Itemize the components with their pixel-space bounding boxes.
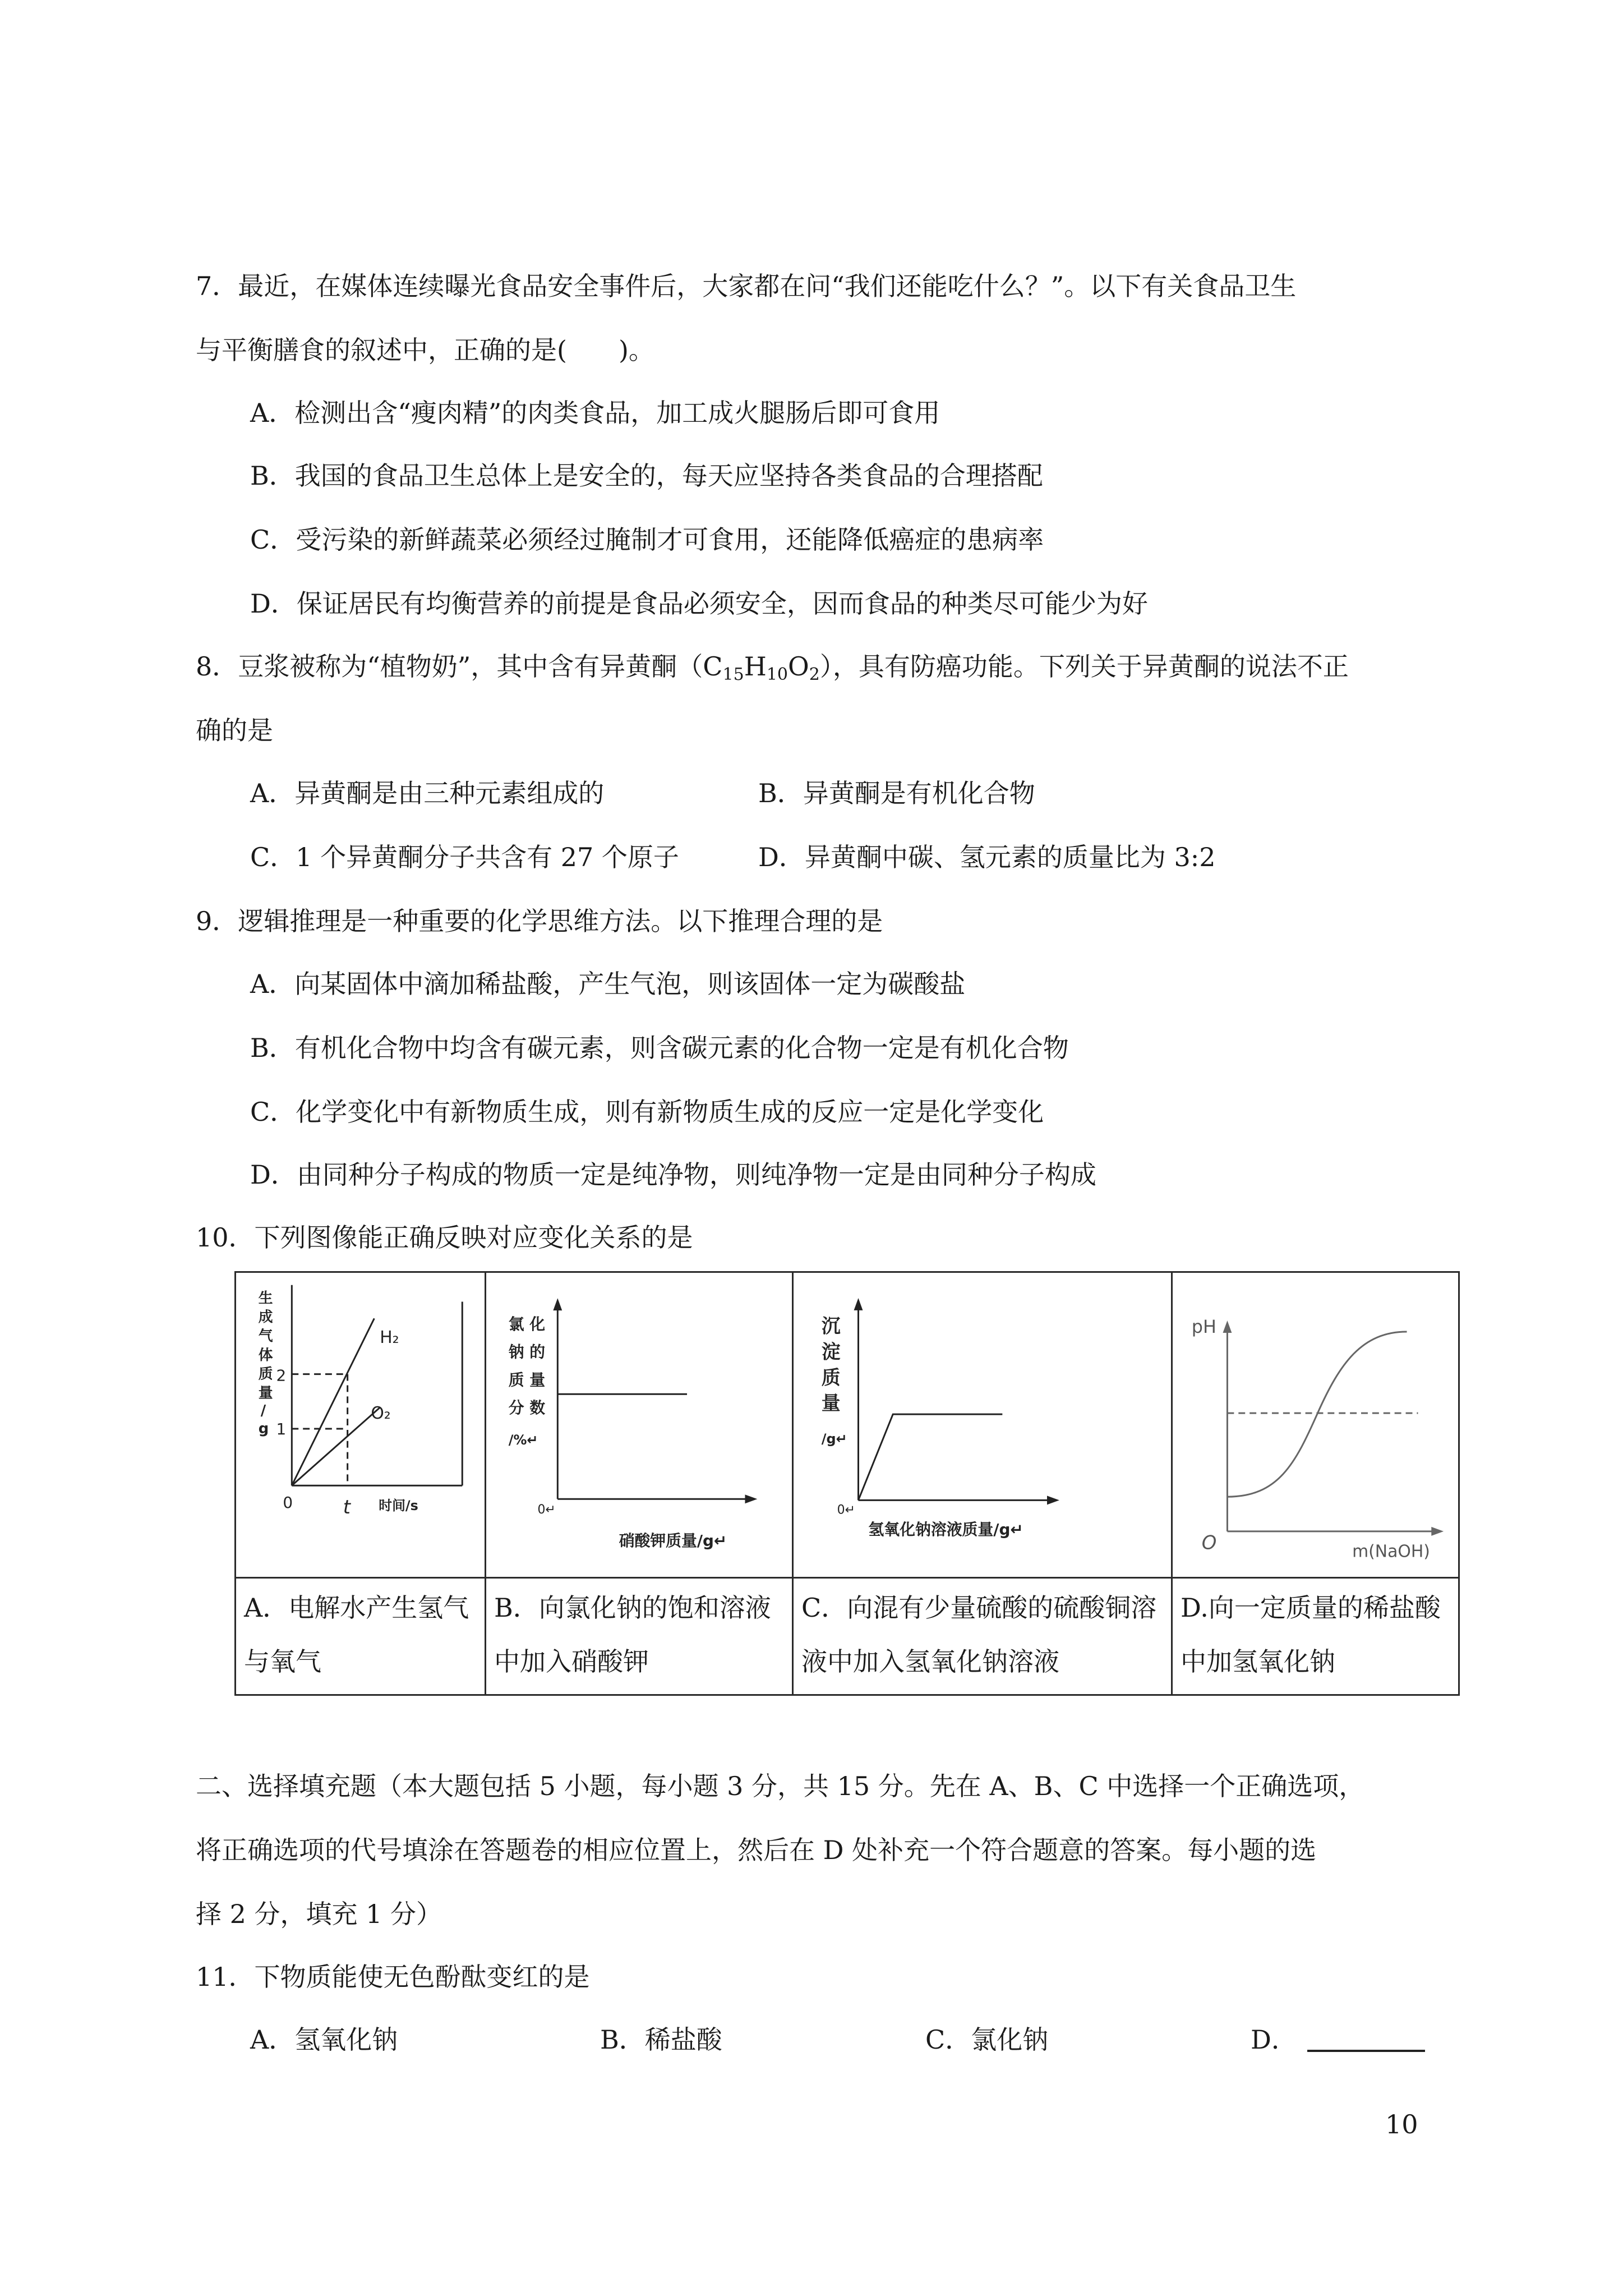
figure-a-ylabel-5: 质 [258, 1365, 273, 1383]
figure-a-tick-1: 1 [276, 1419, 287, 1438]
q7-stem-line1: 7．最近，在媒体连续曝光食品安全事件后，大家都在问“我们还能吃什么？”。以下有关食品卫生 [196, 271, 1297, 301]
figure-b-graph [486, 1273, 792, 1577]
q9-stem: 9．逻辑推理是一种重要的化学思维方法。以下推理合理的是 [196, 906, 883, 936]
figure-d-ph-curve [1227, 1332, 1407, 1497]
figure-a-ylabel-6: 量 [258, 1384, 273, 1402]
figure-a-cell [236, 1272, 486, 1578]
figure-c-graph [794, 1273, 1171, 1577]
figure-d-y-arrow [1223, 1320, 1232, 1333]
figure-d-x-arrow [1431, 1527, 1444, 1536]
figure-b-y-arrow [553, 1298, 562, 1310]
figure-c-caption: C．向混有少量硫酸的硫酸铜溶液中加入氢氧化钠溶液 [793, 1578, 1172, 1695]
figure-a-o2-label: O₂ [371, 1404, 391, 1424]
figure-c-origin: 0↵ [837, 1503, 855, 1517]
figure-b-x-arrow [745, 1494, 757, 1503]
q9-option-a: A．向某固体中滴加稀盐酸，产生气泡，则该固体一定为碳酸盐 [250, 969, 966, 999]
q11-option-b: B．稀盐酸 [600, 2024, 722, 2055]
figure-d-graph [1173, 1273, 1458, 1577]
q7-option-b: B．我国的食品卫生总体上是安全的，每天应坚持各类食品的合理搭配 [250, 461, 1043, 491]
figure-d-xlabel: m(NaOH) [1352, 1542, 1430, 1562]
figure-a-ylabel-7: / [260, 1402, 266, 1420]
figure-a-ylabel-4: 体 [258, 1346, 273, 1364]
q8-option-d: D．异黄酮中碳、氢元素的质量比为 3:2 [758, 842, 1216, 872]
figure-b-ylabel-2: 钠 的 [508, 1342, 546, 1361]
q9-option-b: B．有机化合物中均含有碳元素，则含碳元素的化合物一定是有机化合物 [250, 1033, 1069, 1063]
figure-a-ylabel-1: 生 [258, 1290, 273, 1307]
q7-stem-line2: 与平衡膳食的叙述中，正确的是( )。 [196, 335, 654, 365]
figure-a-xlabel: 时间/s [379, 1497, 418, 1513]
q8-option-c: C．1 个异黄酮分子共含有 27 个原子 [250, 842, 679, 872]
figure-b-xlabel: 硝酸钾质量/g↵ [619, 1531, 727, 1550]
q7-option-a: A．检测出含“瘦肉精”的肉类食品，加工成火腿肠后即可食用 [250, 398, 940, 428]
figure-d-caption: D.向一定质量的稀盐酸中加氢氧化钠 [1172, 1578, 1459, 1695]
section2-heading-line1: 二、选择填充题（本大题包括 5 小题，每小题 3 分，共 15 分。先在 A、B、C 中选择一个正确选项， [196, 1771, 1365, 1801]
q11-stem: 11．下物质能使无色酚酞变红的是 [196, 1962, 590, 1992]
figure-c-ylabel-5: /g↵ [821, 1430, 847, 1447]
q9-option-d: D．由同种分子构成的物质一定是纯净物，则纯净物一定是由同种分子构成 [250, 1159, 1096, 1190]
figure-d-ylabel: pH [1191, 1315, 1216, 1337]
q8-stem-line2: 确的是 [196, 715, 273, 746]
figure-a-tick-2: 2 [276, 1366, 287, 1385]
figure-d-cell [1172, 1272, 1459, 1578]
page-number: 10 [1385, 2109, 1418, 2139]
q8-option-a: A．异黄酮是由三种元素组成的 [250, 778, 605, 808]
figure-a-o2-line [292, 1407, 380, 1485]
figure-b-ylabel-4: 分 数 [508, 1398, 546, 1418]
figure-b-ylabel-5: /%↵ [508, 1432, 538, 1448]
figure-b-ylabel-3: 质 量 [508, 1370, 546, 1389]
q8-option-b: B．异黄酮是有机化合物 [758, 778, 1035, 808]
figure-a-h2-label: H₂ [380, 1327, 399, 1347]
figure-a-ylabel-3: 气 [258, 1328, 273, 1345]
figure-a-t-label: t [343, 1496, 351, 1518]
q8-stem-line1: 8．豆浆被称为“植物奶”，其中含有异黄酮$(C_{15}H_{10}O_2)$，具有防癌功能。下列关于异黄酮的说法不正 [196, 651, 1349, 684]
section2-heading-line2: 将正确选项的代号填涂在答题卷的相应位置上，然后在 D 处补充一个符合题意的答案。每小题的选 [196, 1835, 1317, 1865]
section2-heading-line3: 择 2 分，填充 1 分） [196, 1899, 442, 1929]
figure-a-ylabel-2: 成 [258, 1309, 273, 1326]
figure-c-ylabel-1: 沉 [821, 1315, 841, 1337]
figure-c-ylabel-2: 淀 [821, 1341, 841, 1363]
figure-c-y-arrow [854, 1298, 863, 1310]
figure-c-ylabel-3: 质 [821, 1366, 841, 1389]
figure-a-origin: 0 [283, 1493, 293, 1512]
figure-b-ylabel-1: 氯 化 [508, 1314, 546, 1333]
figure-b-caption: B．向氯化钠的饱和溶液中加入硝酸钾 [486, 1578, 793, 1695]
figure-c-series-line [858, 1414, 1002, 1500]
q11-option-a: A．氢氧化钠 [250, 2024, 398, 2055]
figure-b-origin: 0↵ [537, 1503, 556, 1517]
figure-c-ylabel-4: 量 [821, 1392, 841, 1415]
figure-a-graph [236, 1273, 485, 1577]
q10-figure-table [234, 1271, 1460, 1696]
q9-option-c: C．化学变化中有新物质生成，则有新物质生成的反应一定是化学变化 [250, 1097, 1044, 1127]
figure-a-h2-line [292, 1318, 374, 1485]
q11-answer-blank[interactable] [1307, 2024, 1425, 2052]
figure-a-caption: A．电解水产生氢气与氧气 [236, 1578, 486, 1695]
q11-option-c: C．氯化钠 [925, 2024, 1049, 2055]
figure-c-x-arrow [1047, 1496, 1059, 1504]
figure-c-cell [793, 1272, 1172, 1578]
q11-option-d [1251, 2023, 1425, 2056]
q11-option-d-label: D． [1251, 2024, 1297, 2055]
figure-a-ylabel-8: g [258, 1420, 269, 1437]
q7-option-c: C．受污染的新鲜蔬菜必须经过腌制才可食用，还能降低癌症的患病率 [250, 524, 1044, 555]
q10-stem: 10．下列图像能正确反映对应变化关系的是 [196, 1222, 693, 1253]
figure-b-cell [486, 1272, 793, 1578]
figure-c-xlabel: 氢氧化钠溶液质量/g↵ [868, 1520, 1023, 1539]
q7-option-d: D．保证居民有均衡营养的前提是食品必须安全，因而食品的种类尽可能少为好 [250, 588, 1148, 619]
figure-d-origin: O [1201, 1531, 1217, 1554]
